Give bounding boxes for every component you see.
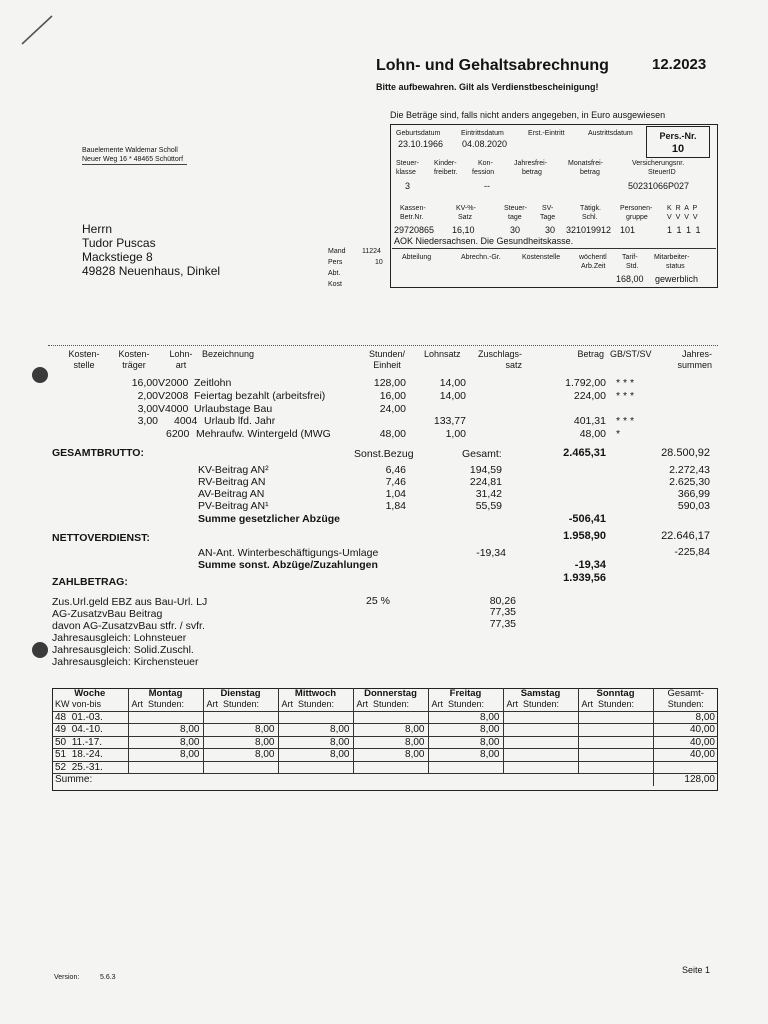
- geburtsdatum-value: 23.10.1966: [398, 139, 444, 149]
- week-total: [653, 761, 718, 774]
- day-hours: 8,00: [278, 749, 353, 762]
- day-hours: 8,00: [428, 749, 503, 762]
- col-lohnsatz: Lohnsatz: [424, 349, 461, 359]
- col-kostenstelle-1: Kosten-: [68, 349, 100, 359]
- konfession-label-2: fession: [472, 169, 495, 176]
- earning-kostentraeger: 2,00: [137, 390, 158, 402]
- deduction-label: PV-Beitrag AN¹: [198, 500, 269, 512]
- pers-label: Pers: [328, 259, 343, 266]
- week-cell: 48 01.-03.: [52, 711, 128, 724]
- col-kostentraeger-1: Kosten-: [118, 349, 150, 359]
- punch-hole-bottom: [32, 642, 48, 658]
- col-stunden-2: Einheit: [373, 360, 401, 370]
- day-hours: 8,00: [353, 724, 428, 737]
- col-jahres-1: Jahres-: [681, 349, 712, 359]
- gross-amount: 2.465,31: [563, 447, 606, 459]
- steuerklasse-value: 3: [405, 181, 411, 191]
- day-hours: 8,00: [203, 749, 278, 762]
- kw-vonbis-header: [52, 699, 128, 711]
- day-hours: [128, 711, 203, 724]
- day-hours: [503, 724, 578, 737]
- earning-flags: * * *: [616, 377, 635, 389]
- other-deduction-amount: -19,34: [476, 547, 506, 559]
- kv-label-1: KV-%-: [456, 205, 476, 212]
- tarif-label-1: Tarif-: [622, 254, 638, 261]
- kinderfb-label-2: freibetr.: [434, 169, 458, 176]
- day-hours: 8,00: [428, 724, 503, 737]
- week-header: Woche: [52, 688, 128, 699]
- total-header-1: Gesamt-: [667, 688, 704, 699]
- svtage-label-1: SV-: [542, 205, 554, 212]
- deduction-rate: 1,04: [385, 488, 406, 500]
- steuertage-label-2: tage: [508, 214, 522, 221]
- week-total: 40,00: [653, 749, 718, 762]
- week-total: 40,00: [653, 724, 718, 737]
- payout-amount: 1.939,56: [563, 572, 606, 584]
- sum-label: Summe:: [52, 774, 653, 786]
- mand-label: Mand: [328, 248, 346, 255]
- abt-label: Abt.: [328, 270, 341, 277]
- sonst-bezug-label: Sonst.Bezug: [354, 448, 414, 460]
- day-hours: 8,00: [203, 724, 278, 737]
- art-stunden-header: Art Stunden:: [353, 699, 428, 711]
- mand-value: 11224: [362, 248, 381, 255]
- deduction-label: AV-Beitrag AN: [198, 488, 265, 500]
- persgruppe-value: 101: [620, 225, 636, 235]
- deduction-label: KV-Beitrag AN²: [198, 464, 269, 476]
- week-cell: 49 04.-10.: [52, 724, 128, 737]
- day-hours: 8,00: [428, 711, 503, 724]
- steuerid-value: 50231066P027: [628, 181, 690, 191]
- note-value: 77,35: [489, 618, 516, 630]
- earning-hours: 128,00: [373, 377, 406, 389]
- earning-rate: 133,77: [433, 415, 466, 427]
- earning-lohnart: V2008: [158, 390, 189, 402]
- day-hours: [578, 761, 653, 774]
- col-betrag: Betrag: [577, 349, 604, 359]
- total-header-2: Stunden:: [653, 699, 718, 711]
- day-header: Dienstag: [203, 688, 278, 699]
- earning-rate: 14,00: [439, 377, 466, 389]
- steuerklasse-label-2: klasse: [396, 169, 416, 176]
- week-total: 8,00: [653, 711, 718, 724]
- eintrittsdatum-value: 04.08.2020: [462, 139, 508, 149]
- art-stunden-header: Art Stunden:: [203, 699, 278, 711]
- earning-hours: 48,00: [379, 428, 406, 440]
- kostenstelle-label: Kostenstelle: [522, 254, 561, 261]
- monatsfrei-label-2: betrag: [580, 169, 600, 176]
- day-hours: [203, 761, 278, 774]
- note-label: Jahresausgleich: Kirchensteuer: [52, 656, 199, 668]
- earning-kostentraeger: 3,00: [137, 415, 158, 427]
- weekly-hours-table: [52, 688, 718, 786]
- day-hours: 8,00: [128, 724, 203, 737]
- art-stunden-header: Art Stunden:: [278, 699, 353, 711]
- earning-hours: 16,00: [379, 390, 406, 402]
- persgruppe-label-2: gruppe: [626, 214, 648, 221]
- document-subtitle: Bitte aufbewahren. Gilt als Verdienstbescheinigung!: [376, 82, 599, 92]
- deduction-ytd: 590,03: [677, 500, 710, 512]
- earning-amount: 224,00: [573, 390, 606, 402]
- note-label: davon AG-ZusatzvBau stfr. / svfr.: [52, 620, 205, 632]
- note-value: 77,35: [489, 606, 516, 618]
- note-label: Jahresausgleich: Lohnsteuer: [52, 632, 187, 644]
- day-hours: [503, 736, 578, 749]
- ersteintritt-label: Erst.-Eintritt: [528, 130, 565, 137]
- art-stunden-header: Art Stunden:: [578, 699, 653, 711]
- week-cell: 52 25.-31.: [52, 761, 128, 774]
- pers-nr-label: Pers.-Nr.: [659, 131, 697, 141]
- employer-address: Neuer Weg 16 * 48465 Schüttorf: [82, 155, 187, 165]
- deduction-ytd: 2.625,30: [669, 476, 710, 488]
- week-row: [52, 749, 718, 762]
- day-hours: 8,00: [353, 749, 428, 762]
- earning-amount: 48,00: [579, 428, 606, 440]
- kinderfb-label-1: Kinder-: [434, 160, 457, 167]
- taetigk-label-1: Tätigk.: [580, 205, 602, 212]
- other-deduction-label: AN-Ant. Winterbeschäftigungs-Umlage: [198, 547, 379, 559]
- legal-deductions-label: Summe gesetzlicher Abzüge: [198, 513, 340, 525]
- earning-kostentraeger: 3,00: [137, 403, 158, 415]
- earning-label: Urlaubstage Bau: [194, 403, 273, 415]
- woechentl-label-1: wöchentl: [579, 254, 607, 261]
- earning-flags: *: [616, 428, 621, 440]
- kv-label-2: Satz: [458, 214, 473, 221]
- col-jahres-2: summen: [677, 360, 712, 370]
- day-hours: 8,00: [278, 736, 353, 749]
- steuerklasse-label-1: Steuer-: [396, 160, 419, 167]
- deduction-rate: 6,46: [385, 464, 406, 476]
- other-deduction-ytd: -225,84: [674, 546, 710, 558]
- jahresfrei-label-1: Jahresfrei-: [514, 160, 548, 167]
- day-hours: [128, 761, 203, 774]
- tarif-label-2: Std.: [626, 263, 639, 270]
- day-header: Mittwoch: [278, 688, 353, 699]
- earning-flags: * * *: [616, 415, 635, 427]
- earning-lohnart: V2000: [158, 377, 189, 389]
- earning-amount: 401,31: [573, 415, 606, 427]
- earning-label: Urlaub lfd. Jahr: [204, 415, 276, 427]
- tarif-std-value: 168,00: [616, 274, 644, 284]
- day-header: Samstag: [503, 688, 578, 699]
- krap-value: 1 1 1 1: [667, 225, 702, 235]
- woechentl-label-2: Arb.Zeit: [581, 263, 606, 270]
- day-hours: [503, 749, 578, 762]
- day-hours: [353, 761, 428, 774]
- earning-lohnart: 4004: [174, 415, 198, 427]
- steuertage-value: 30: [510, 225, 521, 235]
- day-header: Sonntag: [578, 688, 653, 699]
- day-header: Freitag: [428, 688, 503, 699]
- austrittsdatum-label: Austrittsdatum: [588, 130, 633, 137]
- col-kostenstelle-2: stelle: [73, 360, 95, 370]
- col-zuschlag-2: satz: [505, 360, 522, 370]
- steuerid-label: SteuerID: [648, 169, 676, 176]
- note-label: Zus.Url.geld EBZ aus Bau-Url. LJ: [52, 596, 208, 608]
- version-label: Version:: [54, 974, 80, 981]
- day-hours: [203, 711, 278, 724]
- pers-nr-value: 10: [671, 143, 685, 155]
- deduction-ytd: 2.272,43: [669, 464, 710, 476]
- sum-total: 128,00: [684, 774, 715, 786]
- kassen-value: 29720865: [394, 225, 435, 235]
- legal-deductions-amount: -506,41: [568, 513, 606, 525]
- week-cell: 50 11.-17.: [52, 736, 128, 749]
- day-header: Montag: [128, 688, 203, 699]
- version-value: 5.6.3: [100, 974, 116, 981]
- amounts-note: Die Beträge sind, falls nicht anders angegeben, in Euro ausgewiesen: [390, 110, 666, 120]
- konfession-label-1: Kon-: [478, 160, 493, 167]
- week-total: 40,00: [653, 736, 718, 749]
- day-hours: [278, 711, 353, 724]
- vonbis-header: von-bis: [72, 699, 102, 710]
- monatsfrei-label-1: Monatsfrei-: [568, 160, 604, 167]
- kasse-name: AOK Niedersachsen. Die Gesundheitskasse.: [394, 236, 574, 246]
- jahresfrei-label-2: betrag: [522, 169, 542, 176]
- art-stunden-header: Art Stunden:: [128, 699, 203, 711]
- krap-label: K R A P: [667, 205, 699, 212]
- earning-flags: * * *: [616, 390, 635, 402]
- earning-amount: 1.792,00: [565, 377, 606, 389]
- day-header: Donnerstag: [353, 688, 428, 699]
- svtage-value: 30: [545, 225, 556, 235]
- earning-rate: 14,00: [439, 390, 466, 402]
- week-sum-row: [52, 774, 718, 786]
- col-stunden-1: Stunden/: [368, 349, 406, 359]
- day-hours: [503, 761, 578, 774]
- geburtsdatum-label: Geburtsdatum: [396, 130, 441, 137]
- kassen-label-2: Betr.Nr.: [400, 214, 424, 221]
- pers-value: 10: [375, 259, 383, 266]
- note-pct: 25 %: [366, 595, 390, 607]
- deduction-rate: 7,46: [385, 476, 406, 488]
- page-number: Seite 1: [682, 965, 711, 975]
- day-hours: [578, 736, 653, 749]
- gesamt-label: Gesamt:: [462, 448, 502, 460]
- abrechngr-label: Abrechn.-Gr.: [461, 254, 501, 261]
- deduction-rate: 1,84: [385, 500, 406, 512]
- document-period: 12.2023: [652, 56, 707, 73]
- col-bezeichnung: Bezeichnung: [202, 349, 255, 359]
- recipient-street: Mackstiege 8: [82, 250, 153, 264]
- other-sum-amount: -19,34: [574, 559, 606, 571]
- art-stunden-header: Art Stunden:: [428, 699, 503, 711]
- col-zuschlag-1: Zuschlags-: [477, 349, 522, 359]
- punch-hole-top: [32, 367, 48, 383]
- earning-hours: 24,00: [379, 403, 406, 415]
- day-hours: 8,00: [353, 736, 428, 749]
- kost-label: Kost: [328, 281, 343, 288]
- col-lohnart-1: Lohn-: [169, 349, 193, 359]
- kassen-label-1: Kassen-: [400, 205, 426, 212]
- employer-name: Bauelemente Waldemar Scholl: [82, 147, 178, 154]
- day-hours: [428, 761, 503, 774]
- art-stunden-header: Art Stunden:: [503, 699, 578, 711]
- week-row: [52, 736, 718, 749]
- deduction-amount: 31,42: [475, 488, 502, 500]
- document-title: Lohn- und Gehaltsabrechnung: [376, 57, 609, 74]
- deduction-amount: 55,59: [475, 500, 502, 512]
- taetigk-label-2: Schl.: [582, 214, 598, 221]
- kv-satz-value: 16,10: [452, 225, 475, 235]
- deduction-amount: 194,59: [469, 464, 502, 476]
- day-hours: [353, 711, 428, 724]
- columns-rule: [48, 345, 718, 346]
- week-cell: 51 18.-24.: [52, 749, 128, 762]
- day-hours: 8,00: [128, 749, 203, 762]
- week-row: [52, 711, 718, 724]
- col-lohnart-2: art: [175, 360, 187, 370]
- payout-label: ZAHLBETRAG:: [52, 576, 128, 588]
- konfession-value: --: [484, 181, 490, 191]
- day-hours: 8,00: [428, 736, 503, 749]
- deduction-label: RV-Beitrag AN: [198, 476, 266, 488]
- week-row: [52, 761, 718, 774]
- krap-v-label: V V V V: [667, 214, 699, 221]
- earning-lohnart: V4000: [158, 403, 189, 415]
- net-ytd: 22.646,17: [661, 530, 710, 542]
- earning-rate: 1,00: [445, 428, 466, 440]
- eintrittsdatum-label: Eintrittsdatum: [461, 130, 504, 137]
- earning-lohnart: 6200: [166, 428, 190, 440]
- col-gbstsv: GB/ST/SV: [610, 349, 652, 359]
- day-hours: [578, 724, 653, 737]
- gross-ytd: 28.500,92: [661, 447, 710, 459]
- note-value: 80,26: [489, 595, 516, 607]
- day-hours: 8,00: [203, 736, 278, 749]
- abteilung-label: Abteilung: [402, 254, 432, 261]
- day-hours: [578, 749, 653, 762]
- mitarbeiter-label-1: Mitarbeiter-: [654, 254, 690, 261]
- day-hours: [578, 711, 653, 724]
- mitarbeiter-label-2: status: [666, 263, 685, 270]
- note-label: AG-ZusatzvBau Beitrag: [52, 608, 163, 620]
- persgruppe-label-1: Personen-: [620, 205, 653, 212]
- day-hours: [278, 761, 353, 774]
- deduction-amount: 224,81: [469, 476, 502, 488]
- kw-header: KW: [55, 699, 70, 710]
- mitarbeiter-value: gewerblich: [655, 274, 699, 284]
- earning-kostentraeger: 16,00: [131, 377, 158, 389]
- other-sum-label: Summe sonst. Abzüge/Zuzahlungen: [198, 559, 378, 571]
- info-divider: [392, 248, 716, 249]
- col-kostentraeger-2: träger: [122, 360, 146, 370]
- day-hours: [503, 711, 578, 724]
- gross-label: GESAMTBRUTTO:: [52, 447, 144, 459]
- net-label: NETTOVERDIENST:: [52, 532, 150, 544]
- earning-label: Zeitlohn: [194, 377, 232, 389]
- earning-label: Feiertag bezahlt (arbeitsfrei): [194, 390, 326, 402]
- recipient-name: Tudor Puscas: [82, 236, 156, 250]
- deduction-ytd: 366,99: [677, 488, 710, 500]
- net-amount: 1.958,90: [563, 530, 606, 542]
- svtage-label-2: Tage: [540, 214, 556, 221]
- versnr-label: Versicherungsnr.: [632, 160, 685, 167]
- earning-label: Mehraufw. Wintergeld (MWG: [196, 428, 331, 440]
- recipient-salutation: Herrn: [82, 222, 113, 236]
- steuertage-label-1: Steuer-: [504, 205, 527, 212]
- week-row: [52, 724, 718, 737]
- pen-mark: [18, 12, 58, 48]
- recipient-city: 49828 Neuenhaus, Dinkel: [82, 264, 221, 278]
- day-hours: 8,00: [128, 736, 203, 749]
- day-hours: 8,00: [278, 724, 353, 737]
- taetigk-value: 321019912: [566, 225, 612, 235]
- note-label: Jahresausgleich: Solid.Zuschl.: [52, 644, 194, 656]
